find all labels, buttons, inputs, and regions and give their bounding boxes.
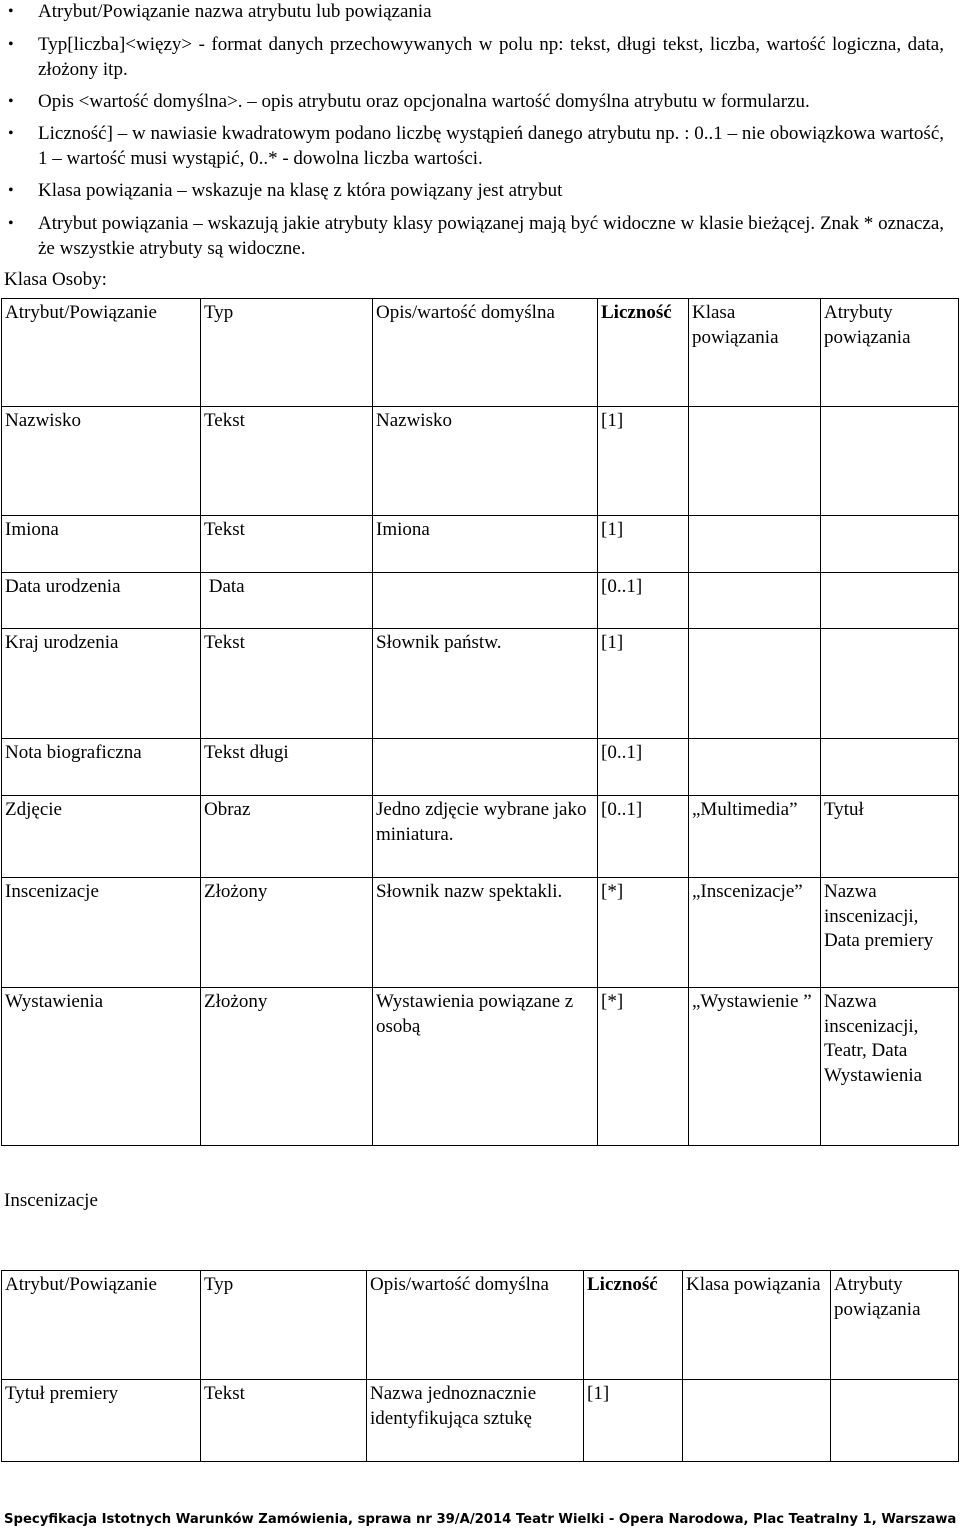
cell: [0..1]: [598, 573, 689, 629]
cell: „Inscenizacje”: [689, 878, 821, 988]
section-title-klasa-osoby: Klasa Osoby:: [4, 269, 107, 290]
header-cell: Atrybut/Powiązanie: [2, 1271, 201, 1380]
header-cell: Atrybuty powiązania: [831, 1271, 959, 1380]
cell: [373, 739, 598, 796]
cell: Inscenizacje: [2, 878, 201, 988]
header-cell: Atrybuty powiązania: [821, 299, 959, 407]
cell: [1]: [598, 629, 689, 739]
bullet-dot-icon: •: [8, 182, 14, 199]
cell: [831, 1380, 959, 1462]
bullet-text: Opis <wartość domyślna>. – opis atrybutu oraz opcjonalna wartość domyślna atrybutu w formularzu.: [38, 91, 810, 112]
table-header-row: [2, 1271, 959, 1380]
header-cell: Opis/wartość domyślna: [373, 299, 598, 407]
table-row: [2, 516, 959, 573]
header-cell: Liczność: [584, 1271, 683, 1380]
cell: Zdjęcie: [2, 796, 201, 878]
cell: [821, 573, 959, 629]
header-cell: Klasa powiązania: [689, 299, 821, 407]
bullet-dot-icon: •: [8, 93, 14, 110]
header-cell: Typ: [201, 299, 373, 407]
header-cell: Klasa powiązania: [683, 1271, 831, 1380]
page-footer: Specyfikacja Istotnych Warunków Zamówienia, sprawa nr 39/A/2014 Teatr Wielki - Opera Narodowa, Plac Teatralny 1, Warszawa: [4, 1512, 957, 1527]
cell: [*]: [598, 878, 689, 988]
cell: [373, 573, 598, 629]
bullet-item: [8, 90, 944, 115]
cell: Tytuł: [821, 796, 959, 878]
cell: Imiona: [373, 516, 598, 573]
table-row: [2, 796, 959, 878]
cell: „Wystawienie ”: [689, 988, 821, 1146]
cell: Imiona: [2, 516, 201, 573]
bullet-item: [8, 179, 944, 204]
cell: Tekst długi: [201, 739, 373, 796]
header-cell: Liczność: [598, 299, 689, 407]
cell: Nazwisko: [373, 407, 598, 516]
bullet-text: Liczność] – w nawiasie kwadratowym podano liczbę wystąpień danego atrybutu np. : 0..1 – nie obowiązkowa wartość, 1 – wartość musi wystąpić, 0..* - dowolna liczba wartości.: [38, 123, 944, 169]
bullet-dot-icon: •: [8, 36, 14, 53]
header-cell: Typ: [201, 1271, 367, 1380]
bullet-item: [8, 33, 944, 82]
cell: [821, 629, 959, 739]
cell: Złożony: [201, 878, 373, 988]
cell: [1]: [584, 1380, 683, 1462]
cell: [689, 407, 821, 516]
table-row: [2, 1380, 959, 1462]
bullet-item: [8, 212, 944, 261]
cell: Data: [201, 573, 373, 629]
table-row: [2, 407, 959, 516]
cell: Wystawienia: [2, 988, 201, 1146]
cell: [1]: [598, 516, 689, 573]
cell: [*]: [598, 988, 689, 1146]
cell: [1]: [598, 407, 689, 516]
bullet-dot-icon: •: [8, 215, 14, 232]
cell: Tekst: [201, 407, 373, 516]
cell: Nazwa inscenizacji, Teatr, Data Wystawienia: [821, 988, 959, 1146]
section-title-inscenizacje: Inscenizacje: [4, 1190, 98, 1211]
cell: Obraz: [201, 796, 373, 878]
bullet-text: Typ[liczba]<więzy> - format danych przechowywanych w polu np: tekst, długi tekst, liczba, wartość logiczna, data, złożony itp.: [38, 34, 944, 80]
cell: [821, 739, 959, 796]
bullet-item: [8, 0, 944, 25]
bullet-dot-icon: •: [8, 3, 14, 20]
cell: Słownik nazw spektakli.: [373, 878, 598, 988]
table-inscenizacje: [1, 1270, 959, 1462]
cell: [689, 573, 821, 629]
cell: Nota biograficzna: [2, 739, 201, 796]
cell: „Multimedia”: [689, 796, 821, 878]
cell: Tekst: [201, 516, 373, 573]
header-cell: Opis/wartość domyślna: [367, 1271, 584, 1380]
table-header-row: [2, 299, 959, 407]
cell: [689, 516, 821, 573]
cell: Słownik państw.: [373, 629, 598, 739]
cell: Jedno zdjęcie wybrane jako miniatura.: [373, 796, 598, 878]
cell: Kraj urodzenia: [2, 629, 201, 739]
cell: [0..1]: [598, 739, 689, 796]
bullet-item: [8, 122, 944, 171]
cell: [0..1]: [598, 796, 689, 878]
cell: Nazwa inscenizacji, Data premiery: [821, 878, 959, 988]
cell: Złożony: [201, 988, 373, 1146]
table-row: [2, 988, 959, 1146]
cell: [689, 739, 821, 796]
table-row: [2, 573, 959, 629]
cell: [683, 1380, 831, 1462]
table-row: [2, 629, 959, 739]
cell: Wystawienia powiązane z osobą: [373, 988, 598, 1146]
bullet-text: Atrybut/Powiązanie nazwa atrybutu lub powiązania: [38, 1, 432, 22]
cell: Data urodzenia: [2, 573, 201, 629]
bullet-text: Atrybut powiązania – wskazują jakie atrybuty klasy powiązanej mają być widoczne w klasie bieżącej. Znak * oznacza, że wszystkie atrybuty są widoczne.: [38, 213, 944, 259]
table-row: [2, 739, 959, 796]
cell: Tytuł premiery: [2, 1380, 201, 1462]
cell: [821, 407, 959, 516]
cell: [689, 629, 821, 739]
bullet-text: Klasa powiązania – wskazuje na klasę z która powiązany jest atrybut: [38, 180, 563, 201]
table-row: [2, 878, 959, 988]
cell: [821, 516, 959, 573]
header-cell: Atrybut/Powiązanie: [2, 299, 201, 407]
bullet-dot-icon: •: [8, 125, 14, 142]
table-klasa-osoby: [1, 298, 959, 1146]
cell: Nazwisko: [2, 407, 201, 516]
cell: Tekst: [201, 1380, 367, 1462]
cell: Tekst: [201, 629, 373, 739]
cell: Nazwa jednoznacznie identyfikująca sztukę: [367, 1380, 584, 1462]
